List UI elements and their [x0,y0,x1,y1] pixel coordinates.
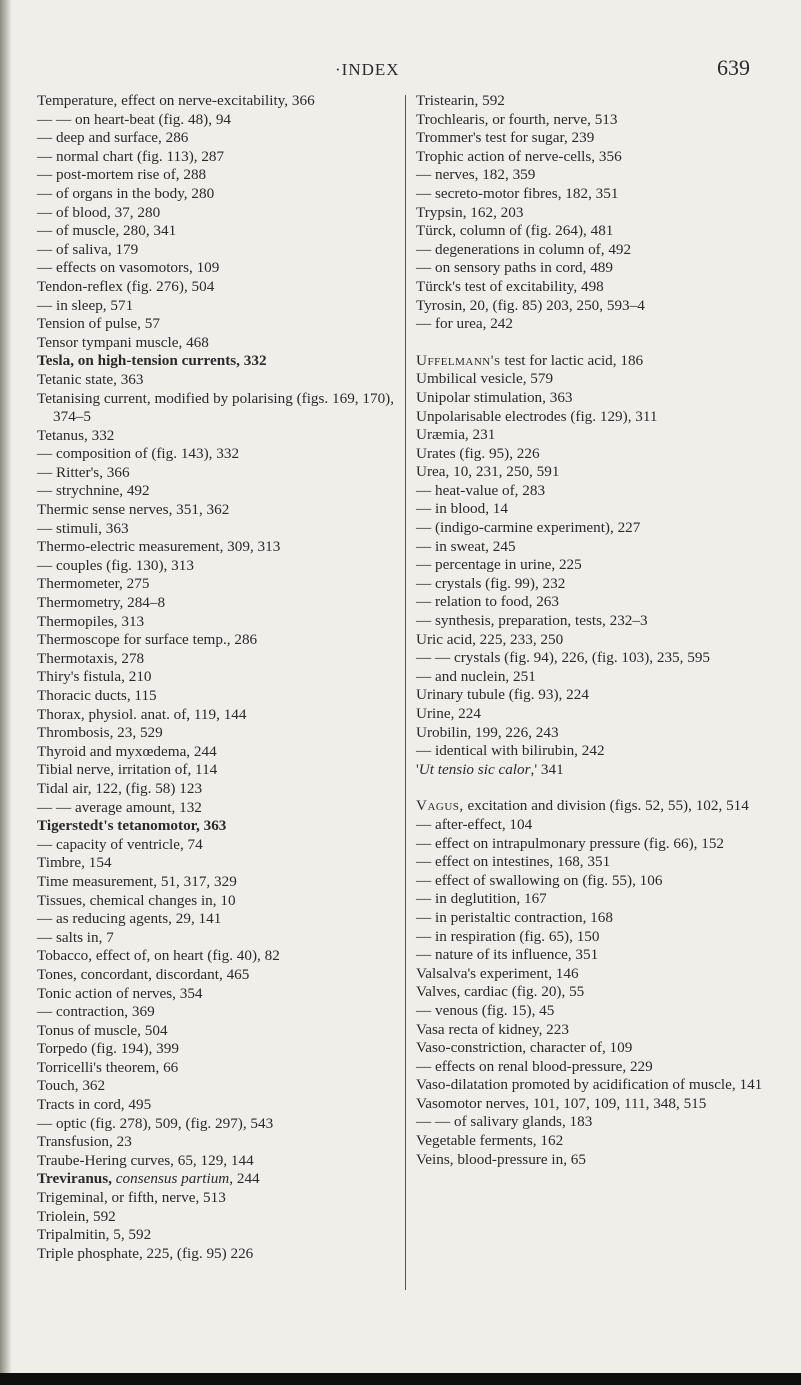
index-entry [416,872,788,891]
index-entry-text: — of saliva, 179 [37,240,139,258]
index-entry-text: Unpolarisable electrodes (fig. 129), 311 [416,407,658,425]
index-entry-text: — salts in, 7 [37,928,114,946]
index-entry-text: Trommer's test for sugar, 239 [416,129,595,147]
index-entry-text: — nerves, 182, 359 [416,166,536,184]
index-entry-text: Trochlearis, or fourth, nerve, 513 [416,110,618,128]
index-entry-text: Triple phosphate, 225, (fig. 95) 226 [37,1244,254,1262]
index-entry [416,500,788,519]
index-entry [416,241,788,260]
index-entry-text: Tetanising current, modified by polarising (figs. 169, 170), 374–5 [37,389,395,426]
index-entry-suffix: , 244 [229,1170,260,1188]
index-entry-text: Tripalmitin, 5, 592 [37,1226,152,1244]
index-entry [416,928,788,947]
index-entry [37,706,397,725]
index-entry-text: — effect on intestines, 168, 351 [416,853,611,871]
index-entry [37,1040,397,1059]
index-entry [416,185,788,204]
index-entry-text: — of blood, 37, 280 [37,203,161,221]
index-entry-text: Triolein, 592 [37,1207,116,1225]
index-entry [416,297,788,316]
index-entry [416,983,788,1002]
index-entry [37,1189,397,1208]
index-entry-text: Tendon-reflex (fig. 276), 504 [37,277,215,295]
index-entry-text: Traube-Hering curves, 65, 129, 144 [37,1151,254,1169]
index-entry [37,910,397,929]
index-column-right [416,92,788,1169]
index-entry-text: Uræmia, 231 [416,426,496,444]
index-entry-text: Vegetable ferments, 162 [416,1132,564,1150]
index-entry-text: — percentage in urine, 225 [416,556,582,574]
index-entry-text: Veins, blood-pressure in, 65 [416,1150,586,1168]
index-entry [416,389,788,408]
index-entry-text: — normal chart (fig. 113), 287 [37,147,225,165]
index-entry-text: ' [416,760,419,778]
index-entry [416,649,788,668]
index-entry [416,965,788,984]
running-head: ·INDEX [335,60,400,79]
index-entry [37,557,397,576]
index-entry-text: Torpedo (fig. 194), 399 [37,1040,179,1058]
index-entry [416,816,788,835]
index-entry [37,1059,397,1078]
index-entry-text: — relation to food, 263 [416,593,559,611]
index-entry-text: Tobacco, effect of, on heart (fig. 40), 82 [37,947,280,965]
index-entry-text: — — average amount, 132 [37,798,202,816]
index-entry [37,1170,397,1189]
index-entry [37,129,397,148]
index-entry-text: — crystals (fig. 99), 232 [416,574,566,592]
index-entry [416,1076,788,1095]
index-entry [416,315,788,334]
index-entry-text: — contraction, 369 [37,1003,155,1021]
index-entry [37,464,397,483]
index-entry-text: Vasomotor nerves, 101, 107, 109, 111, 348, 515 [416,1094,707,1112]
page-number: 639 [717,55,750,80]
index-entry [416,463,788,482]
index-entry-text: — after-effect, 104 [416,815,533,833]
index-entry-text: — (indigo-carmine experiment), 227 [416,519,641,537]
index-entry [416,92,788,111]
index-entry [37,1226,397,1245]
index-entry-text: Thermotaxis, 278 [37,649,145,667]
index-entry [416,797,788,816]
index-entry-text: Tonus of muscle, 504 [37,1021,168,1039]
index-entry-text: — secreto-motor fibres, 182, 351 [416,184,619,202]
index-entry-text: Uffelmann's [416,351,501,369]
index-entry [416,761,788,780]
index-entry-text: Trypsin, 162, 203 [416,203,524,221]
index-entry-text: Tyrosin, 20, (fig. 85) 203, 250, 593–4 [416,296,645,314]
index-entry [416,890,788,909]
index-entry-text: Tidal air, 122, (fig. 58) 123 [37,779,203,797]
index-entry-text: Urine, 224 [416,705,481,722]
index-entry-text: Valsalva's experiment, 146 [416,964,579,982]
index-entry [37,148,397,167]
index-entry-text: — in peristaltic contraction, 168 [416,908,613,926]
index-entry-text: — nature of its influence, 351 [416,946,599,964]
index-entry [416,909,788,928]
index-entry-text: Timbre, 154 [37,854,112,872]
index-entry [416,278,788,297]
index-entry [37,743,397,762]
index-entry [37,278,397,297]
page-spine-shadow [0,0,12,1385]
index-entry [37,390,397,427]
index-entry [416,408,788,427]
index-entry [416,352,788,371]
index-entry [416,686,788,705]
index-entry [416,1058,788,1077]
index-entry [416,556,788,575]
index-entry [37,297,397,316]
index-entry [37,111,397,130]
index-entry [416,1039,788,1058]
index-entry-text: — of organs in the body, 280 [37,184,215,202]
index-entry [37,1022,397,1041]
index-entry-text: Thermometry, 284–8 [37,594,166,612]
index-entry [37,538,397,557]
index-entry [37,1115,397,1134]
index-entry [416,612,788,631]
index-entry [37,650,397,669]
index-entry [416,1151,788,1170]
index-entry [416,426,788,445]
index-entry-text: Thiry's fistula, 210 [37,668,152,686]
index-entry-text: — synthesis, preparation, tests, 232–3 [416,612,648,630]
index-entry [37,315,397,334]
index-entry [37,371,397,390]
index-entry [416,222,788,241]
index-entry-text: Tristearin, 592 [416,92,505,109]
index-entry [416,668,788,687]
index-entry-text: Vaso-constriction, character of, 109 [416,1039,633,1057]
index-entry [416,370,788,389]
index-entry [37,929,397,948]
index-entry [37,1003,397,1022]
index-entry-text: Türck, column of (fig. 264), 481 [416,222,614,240]
index-entry [37,520,397,539]
index-entry-text: Tesla, on high-tension currents, 332 [37,352,267,370]
index-entry-text: — and nuclein, 251 [416,667,536,685]
index-entry-text: Tetanus, 332 [37,426,115,444]
index-entry-text: Thermic sense nerves, 351, 362 [37,501,230,519]
section-gap [416,779,788,797]
index-entry-text: Trophic action of nerve-cells, 356 [416,147,622,165]
index-entry [37,761,397,780]
index-entry [37,836,397,855]
index-entry [37,352,397,371]
index-entry-text: Trigeminal, or fifth, nerve, 513 [37,1189,226,1207]
index-entry [37,1152,397,1171]
index-entry [416,1113,788,1132]
index-entry [37,427,397,446]
index-entry-text: — deep and surface, 286 [37,129,189,147]
index-entry [37,966,397,985]
index-entry-text: Thyroid and myxœdema, 244 [37,742,217,760]
index-entry [37,799,397,818]
index-entry [37,334,397,353]
index-entry-text: — in sweat, 245 [416,537,516,555]
index-entry [37,687,397,706]
index-entry [416,593,788,612]
index-entry [37,222,397,241]
index-entry [37,613,397,632]
index-entry [416,705,788,724]
index-entry [416,111,788,130]
index-entry-text: — effects on renal blood-pressure, 229 [416,1057,653,1075]
index-entry [416,631,788,650]
index-entry-suffix: test for lactic acid, 186 [500,351,644,369]
index-entry [37,985,397,1004]
index-entry [37,166,397,185]
index-entry [37,854,397,873]
index-entry-text: — optic (fig. 278), 509, (fig. 297), 543 [37,1114,274,1132]
index-entry-text: Tissues, chemical changes in, 10 [37,891,236,909]
index-entry [37,445,397,464]
scan-edge [0,1373,801,1385]
index-entry-text: Tibial nerve, irritation of, 114 [37,761,218,779]
index-entry [416,1132,788,1151]
index-entry [416,1021,788,1040]
index-entry [416,946,788,965]
index-entry-text: — as reducing agents, 29, 141 [37,910,222,928]
index-entry-text: — for urea, 242 [416,315,513,333]
index-entry-text: — heat-value of, 283 [416,481,546,499]
section-gap [416,334,788,352]
index-entry-text: — couples (fig. 130), 313 [37,556,194,574]
index-entry [37,780,397,799]
index-entry [37,631,397,650]
index-entry [416,575,788,594]
index-entry [37,892,397,911]
index-entry-text: — identical with bilirubin, 242 [416,742,605,760]
index-entry [37,1133,397,1152]
index-entry-text: — — on heart-beat (fig. 48), 94 [37,110,232,128]
index-entry-text: Thermopiles, 313 [37,612,145,630]
index-entry-text: Temperature, effect on nerve-excitability, 366 [37,92,315,109]
index-entry-italic: Ut tensio sic calor [418,760,531,778]
index-entry-text: — capacity of ventricle, 74 [37,835,203,853]
index-entry [416,1002,788,1021]
index-entry-text: — in sleep, 571 [37,296,134,314]
index-entry-text: — strychnine, 492 [37,482,150,500]
index-entry [37,873,397,892]
index-entry-text: Thermometer, 275 [37,575,150,593]
index-entry [37,947,397,966]
index-entry-text: Tigerstedt's tetanomotor, 363 [37,817,227,835]
index-entry-text: Transfusion, 23 [37,1133,132,1151]
index-entry [416,1095,788,1114]
index-entry [416,724,788,743]
index-entry-text: Vagus, [416,797,464,815]
index-entry-text: Tonic action of nerves, 354 [37,984,203,1002]
index-entry-text: — effect on intrapulmonary pressure (fig. 66), 152 [416,834,725,852]
index-entry-text: Torricelli's theorem, 66 [37,1058,179,1076]
index-entry [416,538,788,557]
index-entry-suffix: ,' 341 [530,760,564,778]
column-divider [405,95,406,1290]
index-entry-text: Tones, concordant, discordant, 465 [37,965,250,983]
index-entry [37,259,397,278]
index-entry [416,445,788,464]
index-entry [37,1245,397,1264]
index-entry-text: — effect of swallowing on (fig. 55), 106 [416,871,663,889]
index-entry [37,594,397,613]
index-entry [37,482,397,501]
index-entry-text: Urates (fig. 95), 226 [416,444,540,462]
index-entry-text: Time measurement, 51, 317, 329 [37,872,237,890]
index-entry-text: — post-mortem rise of, 288 [37,166,207,184]
index-entry-text: Treviranus, [37,1170,116,1188]
index-entry-text: — on sensory paths in cord, 489 [416,259,613,277]
index-entry-text: Valves, cardiac (fig. 20), 55 [416,983,585,1001]
index-entry-text: Urinary tubule (fig. 93), 224 [416,686,589,704]
index-column-left [37,92,397,1263]
index-entry [37,241,397,260]
index-entry [37,724,397,743]
index-entry-text: Türck's test of excitability, 498 [416,277,604,295]
index-entry-text: Urobilin, 199, 226, 243 [416,723,559,741]
index-entry-text: — effects on vasomotors, 109 [37,259,220,277]
index-entry [416,166,788,185]
index-entry-text: — of muscle, 280, 341 [37,222,177,240]
index-entry-text: — composition of (fig. 143), 332 [37,445,240,463]
index-entry-text: — — of salivary glands, 183 [416,1113,593,1131]
index-entry [416,204,788,223]
index-entry [37,501,397,520]
index-entry [37,185,397,204]
index-entry-suffix: excitation and division (figs. 52, 55), 102, 514 [463,797,749,815]
index-entry [416,148,788,167]
index-entry-italic: consensus partium [115,1170,230,1188]
index-entry [416,835,788,854]
index-entry-text: — — crystals (fig. 94), 226, (fig. 103), 235, 595 [416,649,711,667]
index-entry [37,575,397,594]
index-entry-text: Tensor tympani muscle, 468 [37,333,209,351]
index-entry [416,853,788,872]
index-entry [416,482,788,501]
index-entry [37,1096,397,1115]
index-entry-text: — degenerations in column of, 492 [416,240,632,258]
index-entry [416,129,788,148]
index-entry-text: — in respiration (fig. 65), 150 [416,927,600,945]
index-entry-text: Thermoscope for surface temp., 286 [37,631,258,649]
index-entry-text: — in deglutition, 167 [416,890,547,908]
index-entry-text: — Ritter's, 366 [37,463,130,481]
index-entry-text: — venous (fig. 15), 45 [416,1001,555,1019]
index-entry-text: — in blood, 14 [416,500,508,518]
index-entry-text: Thorax, physiol. anat. of, 119, 144 [37,705,247,723]
index-entry [416,519,788,538]
index-entry [37,1077,397,1096]
index-entry-text: Vaso-dilatation promoted by acidification of muscle, 141 [416,1076,763,1094]
index-entry [37,204,397,223]
index-entry [37,1208,397,1227]
index-entry-text: Tracts in cord, 495 [37,1096,152,1114]
index-entry-text: Thoracic ducts, 115 [37,687,157,704]
index-entry-text: — stimuli, 363 [37,519,129,537]
index-entry-text: Tetanic state, 363 [37,370,144,388]
index-entry-text: Thrombosis, 23, 529 [37,724,163,742]
index-entry [37,817,397,836]
index-entry-text: Uric acid, 225, 233, 250 [416,630,564,648]
index-entry [416,742,788,761]
index-entry [37,668,397,687]
index-entry-text: Umbilical vesicle, 579 [416,370,554,388]
index-entry-text: Thermo-electric measurement, 309, 313 [37,538,281,556]
index-entry [416,259,788,278]
index-entry [37,92,397,111]
index-entry-text: Tension of pulse, 57 [37,315,160,333]
index-entry-text: Touch, 362 [37,1077,106,1095]
index-entry-text: Unipolar stimulation, 363 [416,388,573,406]
index-entry-text: Vasa recta of kidney, 223 [416,1020,569,1038]
index-entry-text: Urea, 10, 231, 250, 591 [416,463,560,481]
